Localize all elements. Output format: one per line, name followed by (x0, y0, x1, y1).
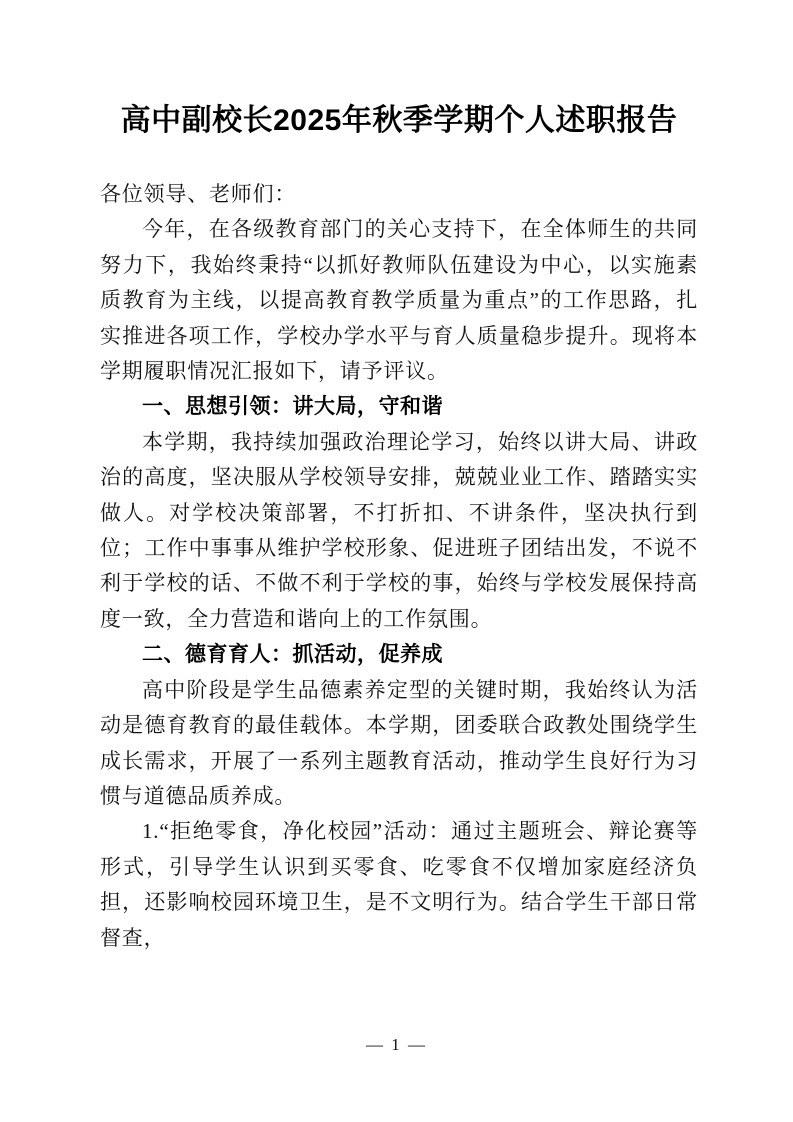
paragraph-section-2-item-1: 1.“拒绝零食，净化校园”活动：通过主题班会、辩论赛等形式，引导学生认识到买零食、吃零食不仅增加家庭经济负担，还影响校园环境卫生，是不文明行为。结合学生干部日常督查， (100, 819, 698, 950)
paragraph-section-2-intro: 高中阶段是学生品德素养定型的关键时期，我始终认为活动是德育教育的最佳载体。本学期，团委联合政教处围绕学生成长需求，开展了一系列主题教育活动，推动学生良好行为习惯与道德品质养成。 (100, 677, 698, 808)
section-heading-2: 二、德育育人：抓活动，促养成 (142, 643, 443, 667)
section-heading-1: 一、思想引领：讲大局，守和谐 (142, 395, 443, 419)
paragraph-section-1-body: 本学期，我持续加强政治理论学习，始终以讲大局、讲政治的高度，坚决服从学校领导安排，兢兢业业工作、踏踏实实做人。对学校决策部署，不打折扣、不讲条件，坚决执行到位；工作中事事从维护学校形象、促进班子团结出发，不说不利于学校的话、不做不利于学校的事，始终与学校发展保持高度一致，全力营造和谐向上的工作氛围。 (100, 429, 698, 631)
page-title: 高中副校长2025年秋季学期个人述职报告 (120, 104, 678, 137)
salutation-line: 各位领导、老师们： (100, 182, 297, 206)
paragraph-overview: 今年，在各级教育部门的关心支持下，在全体师生的共同努力下，我始终秉持“以抓好教师队伍建设为中心，以实施素质教育为主线，以提高教育教学质量为重点”的工作思路，扎实推进各项工作，学校办学水平与育人质量稳步提升。现将本学期履职情况汇报如下，请予评议。 (100, 217, 698, 384)
document-body (100, 98, 698, 956)
page-number-footer: — 1 — (366, 1035, 427, 1054)
